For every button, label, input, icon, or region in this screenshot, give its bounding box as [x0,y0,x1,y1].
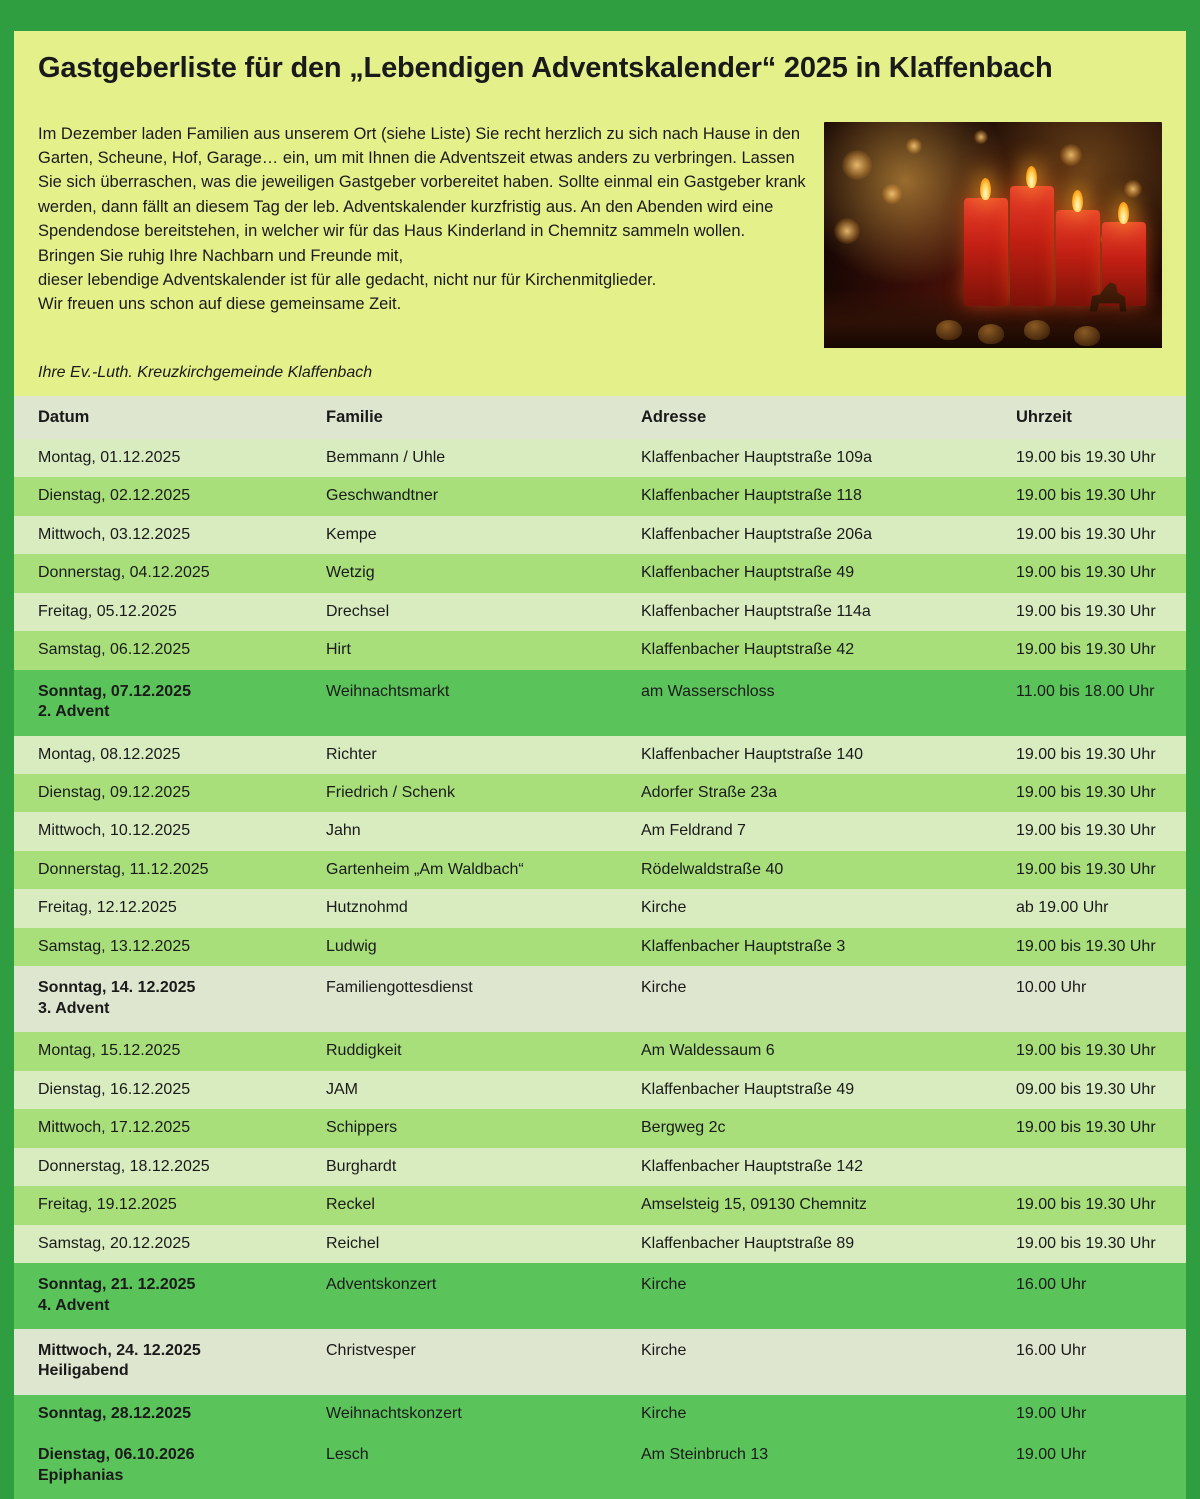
cell-adresse: Kirche [617,1263,992,1329]
datum-text: Samstag, 13.12.2025 [38,937,191,955]
cell-uhrzeit: 19.00 bis 19.30 Uhr [992,1186,1186,1224]
datum-text: Montag, 01.12.2025 [38,448,181,466]
table-row [14,1433,1186,1499]
host-schedule-table [14,396,1186,1499]
datum-text: Dienstag, 02.12.2025 [38,487,191,505]
table-row [14,477,1186,515]
cell-uhrzeit: 19.00 bis 19.30 Uhr [992,851,1186,889]
datum-text: Sonntag, 28.12.2025 [38,1404,191,1422]
cell-familie: Kempe [302,516,617,554]
table-row [14,774,1186,812]
cell-adresse: Klaffenbacher Hauptstraße 114a [617,593,992,631]
cell-uhrzeit: 19.00 bis 19.30 Uhr [992,812,1186,850]
table-row [14,670,1186,736]
cell-familie: Reckel [302,1186,617,1224]
intro-text [38,122,806,317]
table-body [14,439,1186,1499]
datum-text: Mittwoch, 10.12.2025 [38,822,191,840]
table-row [14,554,1186,592]
table-row [14,928,1186,966]
cell-datum [14,477,302,515]
cell-uhrzeit: 16.00 Uhr [992,1263,1186,1329]
cell-datum [14,1032,302,1070]
intro-paragraph-3: Wir freuen uns schon auf diese gemeinsame Zeit. [38,295,402,314]
cell-adresse: Rödelwaldstraße 40 [617,851,992,889]
cell-adresse: Kirche [617,1395,992,1433]
column-header-datum: Datum [14,396,302,439]
cell-adresse: Klaffenbacher Hauptstraße 118 [617,477,992,515]
table-row [14,1395,1186,1433]
cell-datum [14,736,302,774]
cell-datum [14,889,302,927]
cell-adresse: Bergweg 2c [617,1109,992,1147]
table-row [14,1225,1186,1263]
table-row [14,439,1186,477]
table-row [14,812,1186,850]
table-header-row [14,396,1186,439]
cell-adresse: Klaffenbacher Hauptstraße 49 [617,554,992,592]
cell-adresse: Kirche [617,1329,992,1395]
datum-text: Mittwoch, 24. 12.2025 [38,1342,201,1359]
cell-uhrzeit: 19.00 bis 19.30 Uhr [992,1225,1186,1263]
signature-line: Ihre Ev.-Luth. Kreuzkirchgemeinde Klaffenbach [38,363,373,381]
table-row [14,1032,1186,1070]
intro-paragraph-2: dieser lebendige Adventskalender ist für alle gedacht, nicht nur für Kirchenmitglieder. [38,271,657,290]
cell-familie: Wetzig [302,554,617,592]
cell-adresse: Klaffenbacher Hauptstraße 140 [617,736,992,774]
cell-familie: Bemmann / Uhle [302,439,617,477]
datum-text: Freitag, 12.12.2025 [38,899,177,917]
cell-datum [14,1395,302,1433]
cell-uhrzeit: 19.00 bis 19.30 Uhr [992,928,1186,966]
cell-familie: Ruddigkeit [302,1032,617,1070]
table-row [14,1263,1186,1329]
table-row [14,593,1186,631]
cell-adresse: Am Steinbruch 13 [617,1433,992,1499]
cell-uhrzeit: ab 19.00 Uhr [992,889,1186,927]
datum-text: Montag, 15.12.2025 [38,1042,181,1060]
table-row [14,1148,1186,1186]
cell-familie: Reichel [302,1225,617,1263]
cell-familie: JAM [302,1071,617,1109]
cell-datum [14,631,302,669]
cell-uhrzeit: 19.00 bis 19.30 Uhr [992,593,1186,631]
intro-section [14,106,1186,348]
cell-adresse: Amselsteig 15, 09130 Chemnitz [617,1186,992,1224]
table-row [14,516,1186,554]
table-row [14,1186,1186,1224]
cell-familie: Christvesper [302,1329,617,1395]
datum-subtext: Epiphanias [38,1466,124,1484]
column-header-familie: Familie [302,396,617,439]
cell-uhrzeit: 16.00 Uhr [992,1329,1186,1395]
cell-datum [14,516,302,554]
datum-subtext: 3. Advent [38,999,110,1017]
cell-familie: Ludwig [302,928,617,966]
datum-text: Dienstag, 06.10.2026 [38,1446,195,1464]
page-title: Gastgeberliste für den „Lebendigen Adventskalender“ 2025 in Klaffenbach [38,52,1053,85]
table-row [14,889,1186,927]
column-header-adresse: Adresse [617,396,992,439]
cell-datum [14,812,302,850]
cell-familie: Schippers [302,1109,617,1147]
datum-subtext: 2. Advent [38,703,110,721]
cell-uhrzeit: 19.00 bis 19.30 Uhr [992,554,1186,592]
datum-text: Donnerstag, 04.12.2025 [38,564,210,582]
intro-paragraph: Im Dezember laden Familien aus unserem Ort (siehe Liste) Sie recht herzlich zu sich nach Hause in den Garten, Scheune, Hof, Garage… ein, um mit Ihnen die Adventszeit etwas anders zu verbringen. Lassen Sie sich überraschen, was die jeweiligen Gastgeber vorbereitet haben. Sollte einmal ein Gastgeber krank werden, dann fällt an diesem Tag der leb. Adventskalender kurzfristig aus. An den Abenden wird eine Spendendose bereitstehen, in welcher wir für das Haus Kinderland in Chemnitz sammeln wollen. Bringen Sie ruhig Ihre Nachbarn und Freunde mit, [38,124,806,265]
datum-text: Sonntag, 07.12.2025 [38,682,191,700]
cell-datum [14,1148,302,1186]
cell-uhrzeit: 19.00 bis 19.30 Uhr [992,774,1186,812]
cell-uhrzeit: 19.00 Uhr [992,1395,1186,1433]
datum-text: Donnerstag, 18.12.2025 [38,1157,210,1175]
table-row [14,631,1186,669]
table-row [14,736,1186,774]
poster-sheet [14,31,1186,1484]
cell-datum [14,928,302,966]
cell-adresse: Am Feldrand 7 [617,812,992,850]
datum-text: Samstag, 06.12.2025 [38,641,191,659]
cell-familie: Weihnachtskonzert [302,1395,617,1433]
column-header-uhrzeit: Uhrzeit [992,396,1186,439]
cell-datum [14,593,302,631]
datum-text: Freitag, 19.12.2025 [38,1196,177,1214]
cell-familie: Burghardt [302,1148,617,1186]
datum-text: Donnerstag, 11.12.2025 [38,860,209,878]
table-row [14,966,1186,1032]
cell-adresse: Klaffenbacher Hauptstraße 109a [617,439,992,477]
advent-candles-photo [824,122,1162,348]
cell-familie: Adventskonzert [302,1263,617,1329]
cell-familie: Jahn [302,812,617,850]
cell-familie: Familiengottesdienst [302,966,617,1032]
cell-adresse: Klaffenbacher Hauptstraße 206a [617,516,992,554]
cell-datum [14,1071,302,1109]
cell-uhrzeit: 19.00 bis 19.30 Uhr [992,736,1186,774]
datum-text: Dienstag, 16.12.2025 [38,1080,191,1098]
datum-text: Samstag, 20.12.2025 [38,1234,191,1252]
datum-text: Dienstag, 09.12.2025 [38,783,191,801]
cell-datum [14,554,302,592]
cell-uhrzeit: 11.00 bis 18.00 Uhr [992,670,1186,736]
cell-datum [14,966,302,1032]
cell-datum [14,1109,302,1147]
cell-adresse: Kirche [617,966,992,1032]
cell-uhrzeit: 19.00 bis 19.30 Uhr [992,631,1186,669]
cell-adresse: am Wasserschloss [617,670,992,736]
cell-uhrzeit: 19.00 bis 19.30 Uhr [992,439,1186,477]
cell-datum [14,1263,302,1329]
cell-uhrzeit: 19.00 bis 19.30 Uhr [992,1032,1186,1070]
cell-datum [14,1433,302,1499]
cell-familie: Drechsel [302,593,617,631]
datum-subtext: 4. Advent [38,1296,110,1314]
cell-adresse: Klaffenbacher Hauptstraße 142 [617,1148,992,1186]
cell-familie: Geschwandtner [302,477,617,515]
cell-uhrzeit: 19.00 Uhr [992,1433,1186,1499]
cell-datum [14,670,302,736]
cell-uhrzeit: 09.00 bis 19.30 Uhr [992,1071,1186,1109]
table-row [14,1109,1186,1147]
cell-datum [14,1329,302,1395]
cell-adresse: Klaffenbacher Hauptstraße 42 [617,631,992,669]
cell-familie: Hirt [302,631,617,669]
table-row [14,1071,1186,1109]
datum-text: Freitag, 05.12.2025 [38,602,177,620]
cell-datum [14,1225,302,1263]
cell-adresse: Klaffenbacher Hauptstraße 89 [617,1225,992,1263]
cell-familie: Friedrich / Schenk [302,774,617,812]
cell-datum [14,774,302,812]
datum-text: Sonntag, 14. 12.2025 [38,979,196,997]
cell-familie: Gartenheim „Am Waldbach“ [302,851,617,889]
cell-adresse: Kirche [617,889,992,927]
cell-adresse: Klaffenbacher Hauptstraße 3 [617,928,992,966]
cell-familie: Lesch [302,1433,617,1499]
datum-text: Mittwoch, 17.12.2025 [38,1119,191,1137]
datum-text: Montag, 08.12.2025 [38,745,181,763]
cell-uhrzeit: 19.00 bis 19.30 Uhr [992,516,1186,554]
cell-familie: Richter [302,736,617,774]
cell-datum [14,851,302,889]
cell-uhrzeit: 19.00 bis 19.30 Uhr [992,477,1186,515]
cell-uhrzeit [992,1148,1186,1186]
cell-familie: Weihnachtsmarkt [302,670,617,736]
cell-datum [14,439,302,477]
cell-uhrzeit: 10.00 Uhr [992,966,1186,1032]
datum-subtext: Heiligabend [38,1362,129,1380]
table-row [14,1329,1186,1395]
cell-datum [14,1186,302,1224]
cell-uhrzeit: 19.00 bis 19.30 Uhr [992,1109,1186,1147]
datum-text: Mittwoch, 03.12.2025 [38,525,191,543]
cell-adresse: Klaffenbacher Hauptstraße 49 [617,1071,992,1109]
cell-familie: Hutznohmd [302,889,617,927]
cell-adresse: Am Waldessaum 6 [617,1032,992,1070]
cell-adresse: Adorfer Straße 23a [617,774,992,812]
datum-text: Sonntag, 21. 12.2025 [38,1276,196,1294]
table-row [14,851,1186,889]
